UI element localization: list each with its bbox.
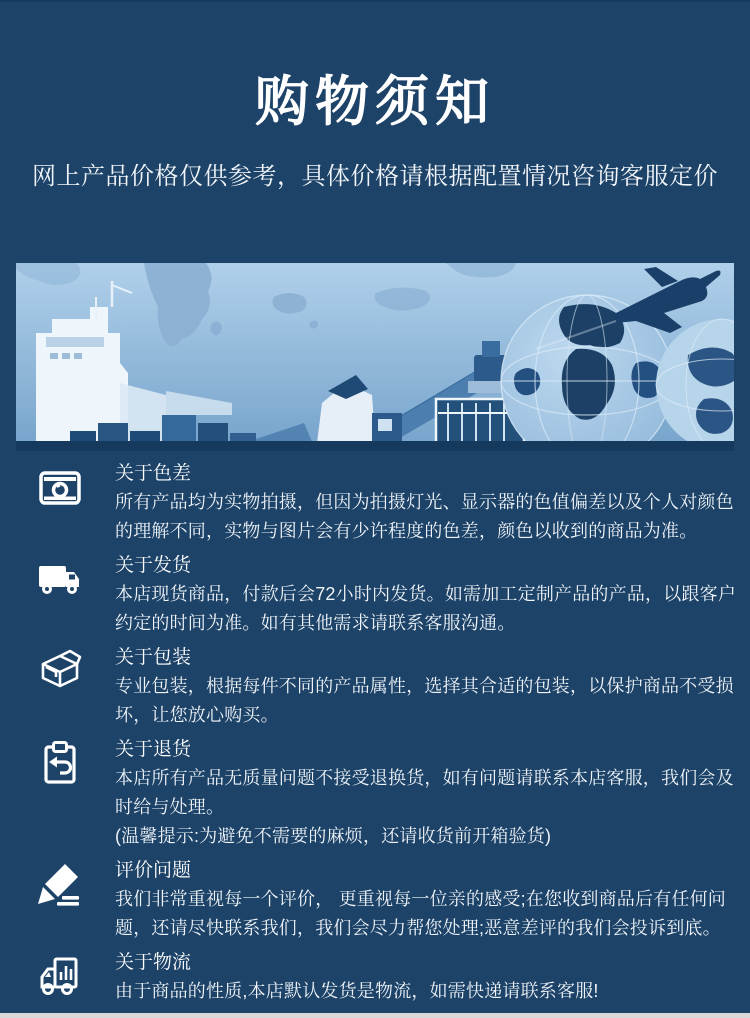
section-body: 本店所有产品无质量问题不接受退换货，如有问题请联系本店客服，我们会及时给与处理。 <box>115 768 734 818</box>
pencil-icon <box>36 856 84 943</box>
delivery-truck-icon <box>36 551 84 638</box>
section-color-difference <box>36 459 750 546</box>
section-heading: 关于物流 <box>115 952 192 974</box>
section-text <box>115 948 737 1006</box>
section-text <box>115 551 737 638</box>
section-reviews <box>36 856 750 943</box>
return-clipboard-icon <box>36 735 84 851</box>
dock-strip <box>16 441 734 451</box>
section-heading: 评价问题 <box>115 860 192 882</box>
header <box>0 0 750 193</box>
package-box-icon <box>36 643 84 730</box>
section-text <box>115 856 737 943</box>
section-body: 专业包装，根据每件不同的产品属性，选择其合适的包装，以保护商品不受损坏，让您放心购买。 <box>115 676 734 726</box>
section-heading: 关于退货 <box>115 739 192 761</box>
section-text <box>115 643 737 730</box>
notice-sections <box>36 459 750 1006</box>
top-edge-line <box>0 0 750 2</box>
section-body: 所有产品均为实物拍摄，但因为拍摄灯光、显示器的色值偏差以及个人对颜色的理解不同，实物与图片会有少许程度的色差，颜色以收到的商品为准。 <box>115 492 734 542</box>
section-heading: 关于色差 <box>115 463 192 485</box>
hero-image <box>16 263 734 451</box>
bottom-strip <box>0 1013 750 1018</box>
section-body: 本店现货商品，付款后会72小时内发货。如需加工定制产品的产品，以跟客户约定的时间为准。如有其他需求请联系客服沟通。 <box>115 584 737 634</box>
section-returns <box>36 735 750 851</box>
section-packaging <box>36 643 750 730</box>
section-heading: 关于包装 <box>115 647 192 669</box>
page-title: 购物须知 <box>255 72 495 132</box>
section-logistics <box>36 948 750 1006</box>
section-body: 我们非常重视每一个评价， 更重视每一位亲的感受;在您收到商品后有任何问题，还请尽快联系我们，我们会尽力帮您处理;恶意差评的我们会投诉到底。 <box>115 889 726 939</box>
camera-icon <box>36 459 84 546</box>
section-shipping <box>36 551 750 638</box>
section-text <box>115 459 737 546</box>
section-heading: 关于发货 <box>115 555 192 577</box>
section-body: 由于商品的性质,本店默认发货是物流，如需快递请联系客服! <box>115 981 599 1002</box>
logistics-truck-icon <box>36 948 84 1006</box>
section-text <box>115 735 737 851</box>
page-subtitle: 网上产品价格仅供参考，具体价格请根据配置情况咨询客服定价 <box>32 162 718 190</box>
section-note: (温馨提示:为避免不需要的麻烦，还请收货前开箱验货) <box>115 826 552 847</box>
